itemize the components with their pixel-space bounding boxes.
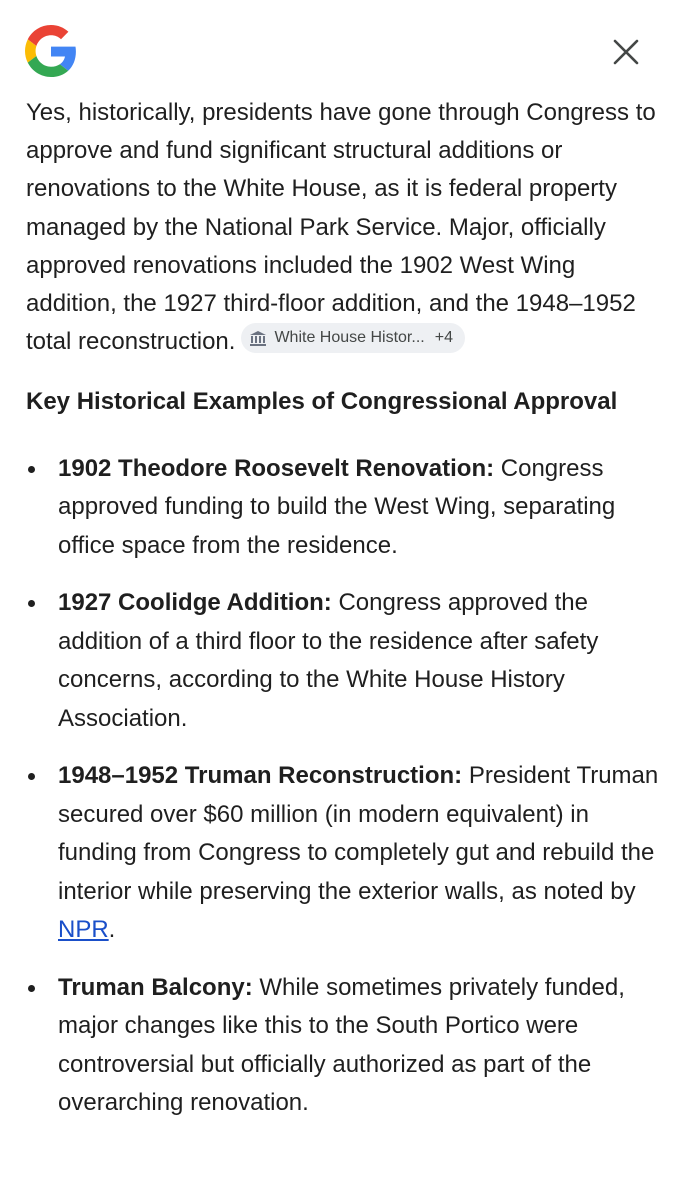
bullet-icon <box>28 985 35 992</box>
example-text-end: . <box>108 916 116 944</box>
list-item <box>26 757 666 950</box>
source-chip-label: White House Histor... <box>274 329 425 347</box>
examples-list <box>26 450 666 1123</box>
source-chip-more-count: +4 <box>434 329 453 347</box>
example-term: 1927 Coolidge Addition: <box>58 589 332 617</box>
bullet-icon <box>28 600 35 607</box>
answer-intro-text: Yes, historically, presidents have gone through Congress to approve and fund significant structural additions or renovations to the White House, as it is federal property managed by the National Park Service. Major, officially approved renovations included the 1902 West Wing addition, the 1927 third-floor addition, and the 1948–1952 total reconstruction. <box>26 99 656 356</box>
source-chip[interactable] <box>241 323 465 353</box>
close-icon <box>612 38 640 66</box>
example-text: Congress approved funding to build the West Wing, separating office space from the residence. <box>58 454 616 559</box>
example-text: President Truman secured over $60 million (in modern equivalent) in funding from Congress to completely gut and rebuild the interior while preserving the exterior walls, as noted by <box>58 762 659 905</box>
example-text: Congress approved the addition of a third floor to the residence after safety concerns, according to the White House History Association. <box>58 589 599 732</box>
bullet-icon <box>28 773 35 780</box>
bullet-icon <box>28 466 35 473</box>
list-item <box>26 584 666 738</box>
example-text: While sometimes privately funded, major changes like this to the South Portico were controversial but officially authorized as part of the overarching renovation. <box>58 973 625 1117</box>
example-term: Truman Balcony: <box>58 973 253 1001</box>
list-item <box>26 450 666 566</box>
ai-answer-content <box>26 94 666 1182</box>
museum-building-icon <box>248 329 268 347</box>
close-button[interactable] <box>604 30 648 74</box>
section-heading: Key Historical Examples of Congressional Approval <box>26 388 618 416</box>
list-item <box>26 969 666 1123</box>
example-term: 1948–1952 Truman Reconstruction: <box>58 762 463 790</box>
header <box>0 0 688 95</box>
example-term: 1902 Theodore Roosevelt Renovation: <box>58 454 495 482</box>
npr-link[interactable]: NPR <box>58 916 109 944</box>
google-g-icon <box>25 25 77 77</box>
answer-intro <box>26 94 666 361</box>
